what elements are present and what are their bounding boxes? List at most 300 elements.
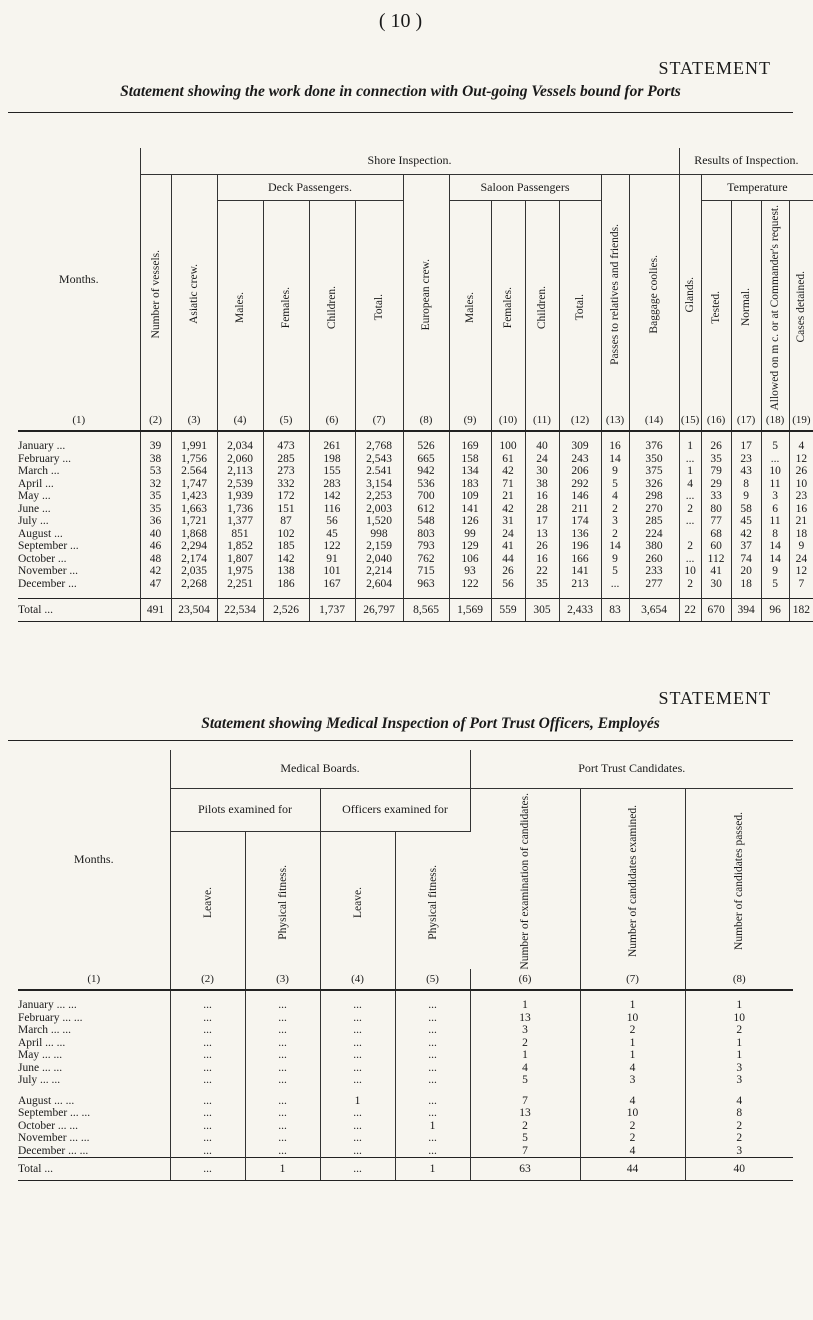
col-cases-detained-header: Cases detained. [795, 271, 808, 344]
table-cell: 35 [701, 453, 731, 466]
table-cell: 8 [731, 478, 761, 491]
table-cell: 2,035 [171, 565, 217, 578]
table-cell: 2,539 [217, 478, 263, 491]
table-cell: 60 [701, 540, 731, 553]
table-cell: 40 [685, 1158, 793, 1181]
table-cell: 102 [263, 528, 309, 541]
table-cell: 3 [580, 1074, 685, 1087]
table-cell: ... [320, 1145, 395, 1158]
table-cell: 3 [736, 1061, 743, 1074]
table-cell: 31 [491, 515, 525, 528]
table-cell: 196 [559, 540, 601, 553]
table-cell: 30 [525, 465, 559, 478]
table-cell: 10 [795, 477, 808, 490]
column-number: (13) [601, 410, 629, 431]
table-cell: 43 [731, 465, 761, 478]
table-cell: 22,534 [217, 599, 263, 622]
column-number: (16) [701, 410, 731, 431]
table-cell: 136 [559, 528, 601, 541]
table-cell: 80 [701, 503, 731, 516]
table-cell: 2 [580, 1024, 685, 1037]
table-cell: 2,174 [171, 553, 217, 566]
table-cell: 4 [601, 490, 629, 503]
table-cell: 2 [470, 1037, 580, 1050]
table-cell: 260 [629, 553, 679, 566]
table-cell: 2 [470, 1120, 580, 1133]
table-cell: 285 [629, 515, 679, 528]
table-cell: 3,154 [355, 478, 403, 491]
table-cell: 9 [731, 490, 761, 503]
table-row [18, 1024, 793, 1037]
table-cell: 172 [263, 490, 309, 503]
table-cell: 42 [731, 528, 761, 541]
table-cell: 116 [309, 503, 355, 516]
table-cell: ... [245, 1074, 320, 1087]
table-cell: 71 [491, 478, 525, 491]
table-cell: 2 [736, 1132, 743, 1145]
col-saloon-total-header: Total. [559, 200, 601, 410]
table-cell: 17 [731, 440, 761, 453]
table-cell: 285 [263, 453, 309, 466]
table-cell: 1 [320, 1095, 395, 1108]
table-cell: 1,737 [309, 599, 355, 622]
table-cell: 1,868 [171, 528, 217, 541]
table-cell: 2,214 [355, 565, 403, 578]
col-candidates-passed-header: Number of candidates passed. [733, 811, 746, 950]
table-cell: 376 [629, 440, 679, 453]
table-cell: 1,807 [217, 553, 263, 566]
table-cell: 40 [525, 440, 559, 453]
table-cell: ... [170, 1049, 245, 1062]
table-row [18, 1062, 793, 1075]
column-number: (11) [525, 410, 559, 431]
table-cell: 29 [701, 478, 731, 491]
deck-passengers-header: Deck Passengers. [217, 174, 403, 200]
table-cell: 16 [525, 553, 559, 566]
table-cell: 33 [701, 490, 731, 503]
table-cell: 380 [629, 540, 679, 553]
table-cell: ... [679, 490, 701, 503]
table-cell: 803 [403, 528, 449, 541]
total-row [18, 599, 813, 622]
table-cell: 142 [309, 490, 355, 503]
table-cell: 1 [580, 1037, 685, 1050]
table-cell: 109 [449, 490, 491, 503]
table-cell: ... [245, 1107, 320, 1120]
col-passes-header: Passes to relatives and friends. [601, 174, 629, 410]
table-cell: 473 [263, 440, 309, 453]
col-officers-leave-header: Leave. [320, 832, 395, 969]
table-row [18, 528, 813, 541]
table-cell: 45 [731, 515, 761, 528]
table-cell: 283 [309, 478, 355, 491]
table-row [18, 540, 813, 553]
table-cell: 326 [629, 478, 679, 491]
table-cell: ... [679, 553, 701, 566]
table-row [18, 453, 813, 466]
table-cell: 7 [470, 1095, 580, 1108]
table-cell: 26 [525, 540, 559, 553]
table-cell: 10 [761, 465, 789, 478]
table-cell: ... [320, 1037, 395, 1050]
table-cell: ... [245, 1049, 320, 1062]
table-cell: ... [170, 999, 245, 1012]
table-cell: 68 [701, 528, 731, 541]
column-number: (5) [395, 969, 470, 990]
table-cell: 198 [309, 453, 355, 466]
table-cell: 5 [761, 440, 789, 453]
col-asiatic-crew-header: Asiatic crew. [171, 174, 217, 410]
column-number: (4) [320, 969, 395, 990]
table-cell: 4 [798, 440, 805, 453]
month-label: October ... ... [18, 1120, 170, 1133]
table-cell: 270 [629, 503, 679, 516]
table-cell: ... [320, 1107, 395, 1120]
table-cell: 48 [140, 553, 171, 566]
table-row [18, 503, 813, 516]
col-number-of-examination-header: Number of examination of candidates. [470, 788, 580, 969]
table-cell: ... [170, 1024, 245, 1037]
table-cell: 1 [470, 1049, 580, 1062]
table-cell: 3 [601, 515, 629, 528]
table-cell: 24 [525, 453, 559, 466]
table-cell: 61 [491, 453, 525, 466]
table-cell: 12 [795, 565, 808, 578]
month-label: July ... [18, 515, 140, 528]
table-cell: 37 [731, 540, 761, 553]
table-cell: 2 [679, 578, 701, 591]
month-label: January ... [18, 440, 140, 453]
table-cell: 126 [449, 515, 491, 528]
table-cell: 18 [795, 527, 808, 540]
table-cell: 99 [449, 528, 491, 541]
month-label: October ... [18, 553, 140, 566]
table-cell: 2 [580, 1132, 685, 1145]
table-row [18, 490, 813, 503]
table-cell: ... [320, 1049, 395, 1062]
table-cell: 41 [701, 565, 731, 578]
table-row [18, 1120, 793, 1133]
table-cell: ... [245, 1095, 320, 1108]
table-cell: 122 [449, 578, 491, 591]
table-cell: 12 [795, 452, 808, 465]
table-cell: 309 [559, 440, 601, 453]
table-cell: 3,654 [629, 599, 679, 622]
col-glands-header: Glands. [679, 174, 701, 410]
table-cell: 1 [470, 999, 580, 1012]
table-cell: 9 [601, 553, 629, 566]
table-cell: ... [320, 1012, 395, 1025]
table-cell: 2,268 [171, 578, 217, 591]
table-cell: 56 [309, 515, 355, 528]
table-cell: 233 [629, 565, 679, 578]
table-cell: 23 [795, 490, 808, 503]
table-cell: ... [601, 578, 629, 591]
column-number: (9) [449, 410, 491, 431]
table-cell: ... [395, 999, 470, 1012]
statement-subtitle-1: Statement showing the work done in connection with Out-going Vessels bound for Ports [120, 83, 681, 100]
table-cell: ... [170, 1074, 245, 1087]
table-cell: 3 [736, 1144, 743, 1157]
table-cell: 63 [470, 1158, 580, 1181]
column-number: (2) [170, 969, 245, 990]
table-cell: 9 [798, 540, 805, 553]
table-cell: ... [245, 999, 320, 1012]
total-label: Total ... [18, 1158, 170, 1181]
table-cell: 56 [491, 578, 525, 591]
month-label: April ... ... [18, 1037, 170, 1050]
table-cell: 44 [580, 1158, 685, 1181]
table-cell: 5 [470, 1074, 580, 1087]
table-cell: 5 [601, 565, 629, 578]
column-number: (19) [789, 410, 813, 431]
statement-heading-2: STATEMENT [658, 688, 771, 708]
month-label: May ... [18, 490, 140, 503]
table-cell: 1,736 [217, 503, 263, 516]
table-cell: 942 [403, 465, 449, 478]
table-cell: 32 [140, 478, 171, 491]
table-cell: 261 [309, 440, 355, 453]
table-cell: 41 [491, 540, 525, 553]
results-of-inspection-header: Results of Inspection. [679, 148, 813, 174]
table-cell: 83 [601, 599, 629, 622]
table-cell: 5 [761, 578, 789, 591]
table-cell: 273 [263, 465, 309, 478]
month-label: August ... [18, 528, 140, 541]
table-cell: 11 [761, 515, 789, 528]
table-cell: 142 [263, 553, 309, 566]
table-cell: ... [395, 1062, 470, 1075]
table-cell: 6 [761, 503, 789, 516]
table-cell: 26 [701, 440, 731, 453]
table-row [18, 1049, 793, 1062]
table-cell: 2,768 [355, 440, 403, 453]
table-cell: 1 [736, 1036, 743, 1049]
table-cell: ... [395, 1145, 470, 1158]
table-cell: 100 [491, 440, 525, 453]
col-saloon-males-header: Males. [449, 200, 491, 410]
table-cell: ... [170, 1095, 245, 1108]
table-cell: 23 [731, 453, 761, 466]
table-cell: 332 [263, 478, 309, 491]
table-cell: 2,003 [355, 503, 403, 516]
table-cell: 665 [403, 453, 449, 466]
column-number: (10) [491, 410, 525, 431]
table-cell: 8 [761, 528, 789, 541]
table-cell: 2,543 [355, 453, 403, 466]
table-cell: 224 [629, 528, 679, 541]
table-cell: 151 [263, 503, 309, 516]
table-cell: 3 [470, 1024, 580, 1037]
month-label: June ... ... [18, 1062, 170, 1075]
table-cell: 715 [403, 565, 449, 578]
table-cell: 40 [140, 528, 171, 541]
column-number: (3) [171, 410, 217, 431]
table-cell: 141 [449, 503, 491, 516]
page-number: ( 10 ) [378, 10, 423, 32]
table-cell: ... [679, 453, 701, 466]
col-number-of-vessels-header: Number of vessels. [140, 174, 171, 410]
col-deck-total-header: Total. [355, 200, 403, 410]
col-months-header: Months. [18, 148, 140, 410]
table-cell: 1,721 [171, 515, 217, 528]
table-cell: 155 [309, 465, 355, 478]
col-european-crew-header: European crew. [403, 174, 449, 410]
column-number: (6) [470, 969, 580, 990]
table-cell: 394 [731, 599, 761, 622]
table-cell: 91 [309, 553, 355, 566]
table-cell: 851 [217, 528, 263, 541]
column-number: (5) [263, 410, 309, 431]
month-label: April ... [18, 478, 140, 491]
table-cell: 35 [140, 490, 171, 503]
table-cell: 3 [736, 1074, 743, 1087]
spacer-row [18, 990, 793, 999]
table-cell: 4 [580, 1062, 685, 1075]
table-cell: 10 [733, 1011, 746, 1024]
col-officers-fitness-header: Physical fitness. [426, 865, 439, 941]
top-rule-1 [8, 112, 793, 113]
table-cell: 129 [449, 540, 491, 553]
table-cell: 1 [580, 999, 685, 1012]
table-cell: 10 [679, 565, 701, 578]
table-cell: 3 [761, 490, 789, 503]
table-cell: 1,991 [171, 440, 217, 453]
table-cell: 134 [449, 465, 491, 478]
table-cell: ... [170, 1158, 245, 1181]
total-row [18, 1158, 793, 1181]
column-number: (3) [245, 969, 320, 990]
table-cell: 17 [525, 515, 559, 528]
table-cell: 1 [679, 465, 701, 478]
table-cell: ... [170, 1145, 245, 1158]
table-cell: 39 [140, 440, 171, 453]
table-cell: 166 [559, 553, 601, 566]
table-cell: 45 [309, 528, 355, 541]
table-cell: 1,377 [217, 515, 263, 528]
table-cell: 53 [140, 465, 171, 478]
table-cell: 186 [263, 578, 309, 591]
table-cell: 2,604 [355, 578, 403, 591]
table-cell: 559 [491, 599, 525, 622]
table-row [18, 1145, 793, 1158]
table-cell: 11 [761, 478, 789, 491]
table-cell: ... [395, 1132, 470, 1145]
table-cell: ... [170, 1037, 245, 1050]
port-trust-candidates-header: Port Trust Candidates. [470, 750, 793, 788]
column-number: (18) [761, 410, 789, 431]
temperature-header: Temperature [701, 174, 813, 200]
month-label: February ... ... [18, 1012, 170, 1025]
table-row [18, 1037, 793, 1050]
table-cell: ... [245, 1120, 320, 1133]
table-cell: 183 [449, 478, 491, 491]
table-cell: 138 [263, 565, 309, 578]
table-cell: 26 [491, 565, 525, 578]
table-cell: ... [245, 1037, 320, 1050]
table-cell: 182 [789, 599, 813, 622]
table-cell: 146 [559, 490, 601, 503]
table-cell: 46 [140, 540, 171, 553]
month-label: June ... [18, 503, 140, 516]
col-pilots-leave-header: Leave. [170, 832, 245, 969]
table-cell: 141 [559, 565, 601, 578]
table-cell: 670 [701, 599, 731, 622]
table-cell: 14 [761, 540, 789, 553]
table-cell: 10 [580, 1012, 685, 1025]
table-cell: 2.541 [355, 465, 403, 478]
table-cell: 35 [140, 503, 171, 516]
col-months-header-2: Months. [18, 750, 170, 969]
saloon-passengers-header: Saloon Passengers [449, 174, 601, 200]
table-cell: 1,975 [217, 565, 263, 578]
table-cell: 87 [263, 515, 309, 528]
table-cell: 28 [525, 503, 559, 516]
column-number: (12) [559, 410, 601, 431]
col-tested-header: Tested. [701, 200, 731, 410]
table-cell: 536 [403, 478, 449, 491]
table-cell: 13 [525, 528, 559, 541]
table-cell: 793 [403, 540, 449, 553]
column-number: (4) [217, 410, 263, 431]
table-cell: 2 [679, 503, 701, 516]
column-number: (2) [140, 410, 171, 431]
table-cell: 2 [736, 1119, 743, 1132]
column-number: (8) [685, 969, 793, 990]
table-cell: 2 [679, 540, 701, 553]
table-cell: 2,159 [355, 540, 403, 553]
table-cell: 213 [559, 578, 601, 591]
table-cell: 1 [736, 1049, 743, 1062]
table-cell: ... [395, 1049, 470, 1062]
table-cell: ... [170, 1107, 245, 1120]
column-number: (8) [403, 410, 449, 431]
table-cell [679, 528, 701, 541]
table-cell: 526 [403, 440, 449, 453]
col-candidates-examined-header: Number of candidates examined. [580, 788, 685, 969]
table-cell: 26 [795, 465, 808, 478]
table-cell: ... [395, 1037, 470, 1050]
table-cell: 1,939 [217, 490, 263, 503]
table-cell: 158 [449, 453, 491, 466]
month-label: December ... ... [18, 1145, 170, 1158]
table-cell: ... [245, 1024, 320, 1037]
col-pilots-fitness-header: Physical fitness. [245, 832, 320, 969]
medical-inspection-table [18, 750, 793, 1181]
top-rule-2 [8, 740, 793, 741]
table-cell: ... [395, 1024, 470, 1037]
table-cell: 5 [601, 478, 629, 491]
month-label: July ... ... [18, 1074, 170, 1087]
table-cell: 4 [736, 1094, 743, 1107]
table-cell: ... [395, 1095, 470, 1108]
col-deck-males-header: Males. [217, 200, 263, 410]
table-cell: 292 [559, 478, 601, 491]
table-cell: 23,504 [171, 599, 217, 622]
table-cell: 2 [601, 528, 629, 541]
table-cell: 122 [309, 540, 355, 553]
shore-inspection-header: Shore Inspection. [140, 148, 679, 174]
table-cell: 2.564 [171, 465, 217, 478]
table-cell: 5 [470, 1132, 580, 1145]
month-label: August ... ... [18, 1095, 170, 1108]
table-row [18, 1095, 793, 1108]
table-cell: 42 [140, 565, 171, 578]
table-cell: ... [320, 999, 395, 1012]
medical-boards-header: Medical Boards. [170, 750, 470, 788]
table-cell: ... [320, 1024, 395, 1037]
table-cell: 305 [525, 599, 559, 622]
